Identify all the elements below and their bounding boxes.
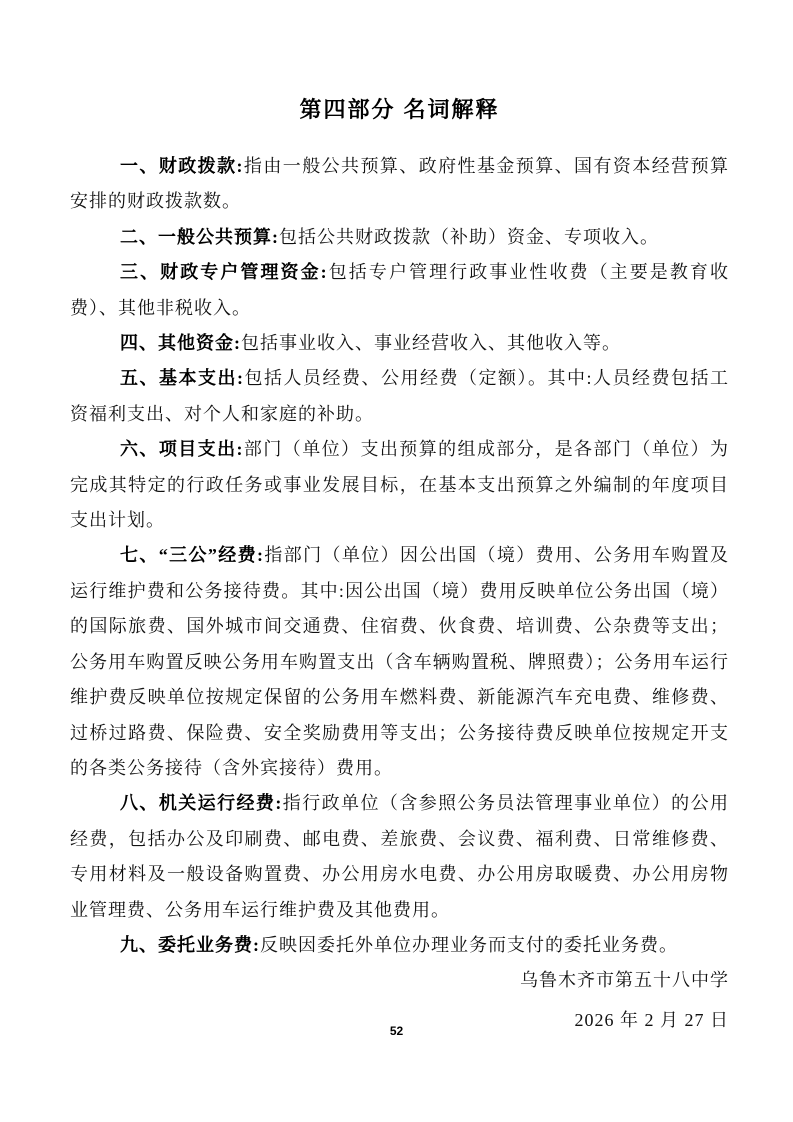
term-definition: 包括公共财政拨款（补助）资金、专项收入。	[279, 226, 659, 247]
term-label: 一、财政拨款:	[120, 156, 244, 176]
term-label: 五、基本支出:	[120, 368, 244, 389]
signature-date: 2026 年 2 月 27 日	[574, 1009, 729, 1030]
term-paragraph-2	[70, 220, 729, 255]
term-label: 六、项目支出:	[120, 439, 244, 460]
term-definition: 部门（单位）支出预算的组成部分，是各部门（单位）为完成其特定的行政任务或事业发展目标，在基本支出预算之外编制的年度项目支出计划。	[70, 439, 729, 531]
term-paragraph-9	[70, 928, 729, 963]
signature-org: 乌鲁木齐市第五十八中学	[520, 970, 729, 991]
term-paragraph-6	[70, 432, 729, 538]
term-definition: 包括人员经费、公用经费（定额）。其中:人员经费包括工资福利支出、对个人和家庭的补助。	[70, 368, 729, 424]
term-definition: 反映因委托外单位办理业务而支付的委托业务费。	[260, 934, 678, 955]
term-definition: 指行政单位（含参照公务员法管理事业单位）的公用经费，包括办公及印刷费、邮电费、差旅费、会议费、福利费、日常维修费、专用材料及一般设备购置费、办公用房水电费、办公用房取暖费、办公用房物业管理费、公务用车运行维护费及其他费用。	[70, 793, 730, 920]
term-definition: 指由一般公共预算、政府性基金预算、国有资本经营预算安排的财政拨款数。	[70, 156, 729, 212]
term-paragraph-7	[70, 538, 729, 786]
term-label: 九、委托业务费:	[120, 934, 260, 955]
term-label: 二、一般公共预算:	[120, 226, 279, 247]
term-label: 八、机关运行经费:	[120, 793, 283, 814]
term-definition: 包括事业收入、事业经营收入、其他收入等。	[241, 333, 621, 354]
term-label: 三、财政专户管理资金:	[120, 262, 328, 283]
term-paragraph-5	[70, 361, 729, 432]
term-paragraph-4	[70, 326, 729, 361]
term-paragraph-1	[70, 149, 729, 220]
term-paragraph-3	[70, 255, 729, 326]
term-paragraph-8	[70, 786, 729, 928]
term-label: 七、“三公”经费:	[120, 545, 264, 566]
term-label: 四、其他资金:	[120, 333, 241, 354]
page-title: 第四部分 名词解释	[299, 97, 500, 122]
page-number: 52	[389, 1024, 404, 1038]
document-content	[70, 96, 729, 1038]
term-definition: 包括专户管理行政事业性收费（主要是教育收费）、其他非税收入。	[70, 262, 730, 318]
term-definition: 指部门（单位）因公出国（境）费用、公务用车购置及运行维护费和公务接待费。其中:因公出国（境）费用反映单位公务出国（境）的国际旅费、国外城市间交通费、住宿费、伙食费、培训费、公杂费等支出；公务用车购置反映公务用车购置支出（含车辆购置税、牌照费）；公务用车运行维护费反映单位按规定保留的公务用车燃料费、新能源汽车充电费、维修费、过桥过路费、保险费、安全奖励费用等支出；公务接待费反映单位按规定开支的各类公务接待（含外宾接待）费用。	[70, 545, 729, 778]
